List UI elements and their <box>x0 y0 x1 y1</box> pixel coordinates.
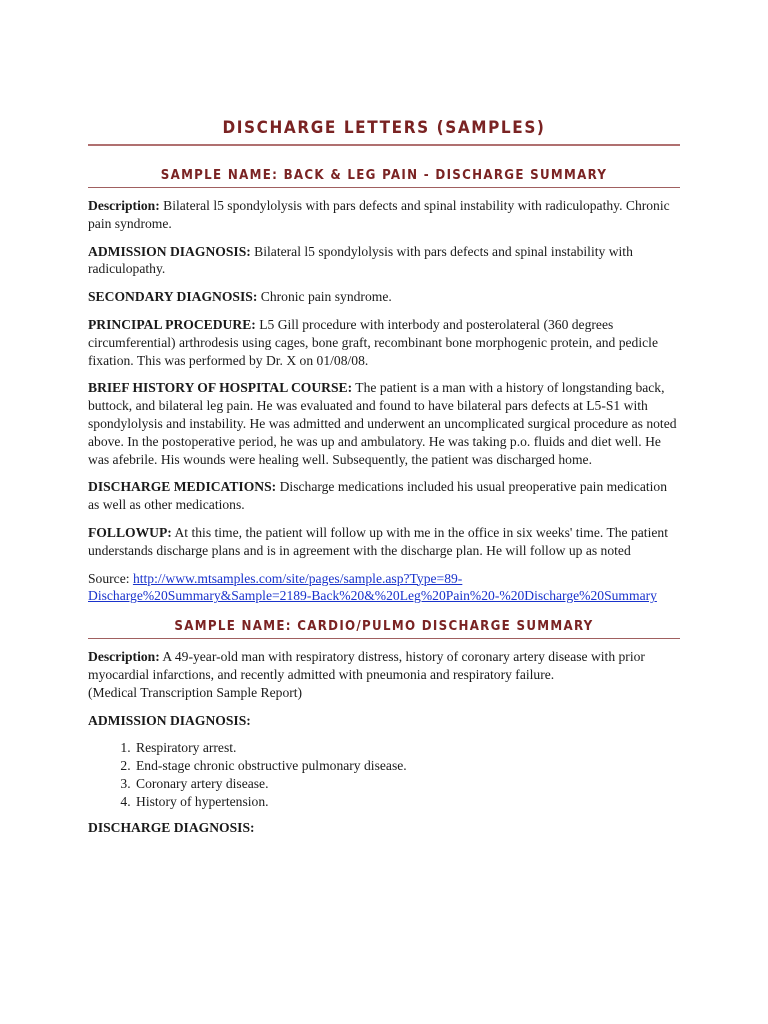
list-item: 1. Respiratory arrest. <box>134 739 680 757</box>
admission-diagnosis-list <box>88 739 680 810</box>
title-rule <box>88 144 680 146</box>
description-label: Description: <box>88 198 160 213</box>
source-link[interactable]: http://www.mtsamples.com/site/pages/sample.asp?Type=89-Discharge%20Summary&Sample=2189-Back%20&%20Leg%20Pain%20-%20Discharge%20Summary <box>88 570 657 604</box>
sample1-principal-procedure <box>88 316 680 369</box>
sample1-source <box>88 570 680 606</box>
sample1-followup <box>88 524 680 560</box>
discharge-label: DISCHARGE DIAGNOSIS: <box>88 819 255 835</box>
list-item: 2. End-stage chronic obstructive pulmonary disease. <box>134 757 680 775</box>
admission-text: Bilateral l5 spondylolysis with pars defects and spinal instability with radiculopathy. <box>88 243 633 277</box>
sample2-description <box>88 648 680 701</box>
sample1-secondary-diagnosis <box>88 288 680 306</box>
description-text: Bilateral l5 spondylolysis with pars defects and spinal instability with radiculopathy. Chronic pain syndrome. <box>88 198 670 231</box>
sample1-admission-diagnosis <box>88 243 680 279</box>
report-note: (Medical Transcription Sample Report) <box>88 684 303 700</box>
sample1-hospital-course <box>88 379 680 468</box>
sample1-heading: SAMPLE NAME: BACK & LEG PAIN - DISCHARGE SUMMARY <box>160 168 608 183</box>
history-label: BRIEF HISTORY OF HOSPITAL COURSE: <box>88 380 353 396</box>
secondary-label: SECONDARY DIAGNOSIS: <box>88 289 258 305</box>
sample2-admission-diagnosis <box>88 712 680 730</box>
description-label: Description: <box>88 649 160 665</box>
sample2-heading: SAMPLE NAME: CARDIO/PULMO DISCHARGE SUMMARY <box>174 619 594 635</box>
sample1-rule <box>88 187 680 188</box>
sample2-discharge-diagnosis <box>88 819 680 837</box>
followup-text: At this time, the patient will follow up with me in the office in six weeks' time. The patient understands discharge plans and is in agreement with the discharge plan. He will follow up as noted <box>88 524 668 558</box>
sample1-discharge-medications <box>88 478 680 514</box>
sample2-rule <box>88 638 680 639</box>
medications-text: Discharge medications included his usual preoperative pain medication as well as other medications. <box>88 479 668 513</box>
procedure-label: PRINCIPAL PROCEDURE: <box>88 316 256 332</box>
medications-label: DISCHARGE MEDICATIONS: <box>88 479 277 495</box>
sample1-description <box>88 197 680 233</box>
admission-label: ADMISSION DIAGNOSIS: <box>88 712 251 728</box>
list-item: 3. Coronary artery disease. <box>134 775 680 793</box>
list-item: 4. History of hypertension. <box>134 793 680 811</box>
procedure-text: L5 Gill procedure with interbody and posterolateral (360 degrees circumferential) arthrodesis using cages, bone graft, recombinant bone morphogenic protein, and pedicle fixation. This was performed by Dr. X on 01/08/08. <box>88 316 658 368</box>
document-title: DISCHARGE LETTERS (SAMPLES) <box>222 118 546 138</box>
followup-label: FOLLOWUP: <box>88 524 172 540</box>
history-text: The patient is a man with a history of longstanding back, buttock, and bilateral leg pain. He was evaluated and found to have bilateral pars defects at L5-S1 with spondylolysis and instability. He was admitted and underwent an uncomplicated surgical procedure as noted above. In the postoperative period, he was up and ambulatory. He was taking p.o. fluids and diet well. He was afebrile. His wounds were healing well. Subsequently, the patient was discharged home. <box>88 380 677 467</box>
secondary-text: Chronic pain syndrome. <box>257 289 392 305</box>
source-label: Source: <box>88 570 133 586</box>
admission-label: ADMISSION DIAGNOSIS: <box>88 243 251 259</box>
document-page <box>88 118 680 846</box>
description-text: A 49-year-old man with respiratory distress, history of coronary artery disease with prior myocardial infarctions, and recently admitted with pneumonia and respiratory failure. <box>88 649 645 682</box>
